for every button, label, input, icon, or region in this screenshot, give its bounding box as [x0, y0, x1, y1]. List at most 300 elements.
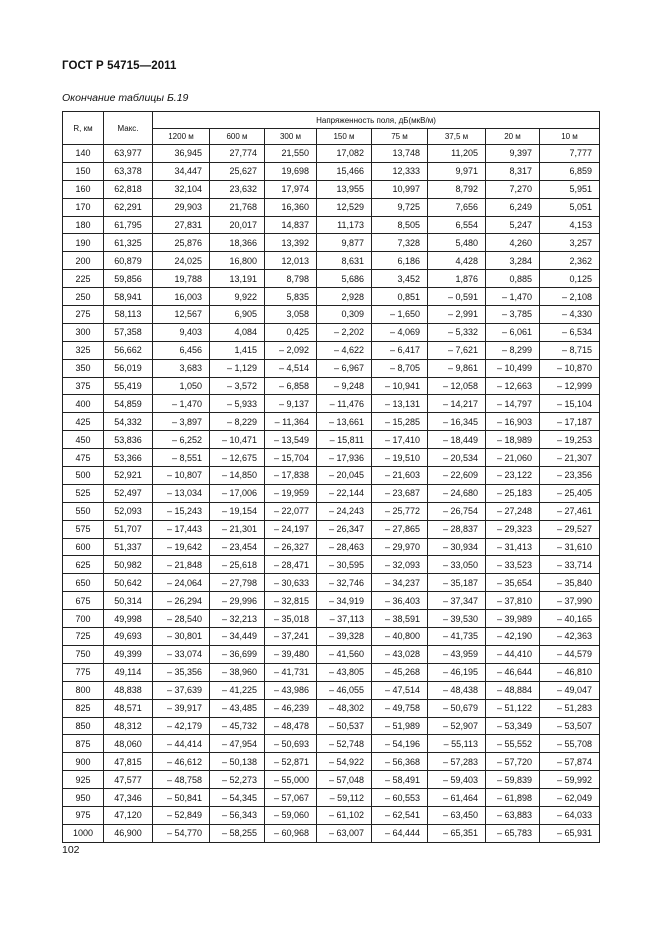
distance-cell: 190 — [63, 234, 104, 252]
field-strength-cell: – 37,347 — [428, 592, 486, 610]
field-strength-cell: – 19,154 — [210, 502, 265, 520]
field-strength-cell: – 50,138 — [210, 753, 265, 771]
field-strength-cell: 17,974 — [265, 180, 317, 198]
field-strength-cell: – 39,530 — [428, 610, 486, 628]
field-strength-cell: – 53,349 — [486, 717, 540, 735]
field-strength-cell: – 29,323 — [486, 520, 540, 538]
field-strength-cell: – 50,679 — [428, 699, 486, 717]
table-row — [63, 377, 600, 395]
field-strength-cell: 6,905 — [210, 306, 265, 324]
field-strength-cell: 4,153 — [540, 216, 600, 234]
field-strength-cell: – 31,610 — [540, 538, 600, 556]
field-strength-cell: – 63,883 — [486, 806, 540, 824]
table-row — [63, 216, 600, 234]
field-strength-cell: – 51,122 — [486, 699, 540, 717]
field-strength-cell: 14,837 — [265, 216, 317, 234]
field-strength-cell: 13,392 — [265, 234, 317, 252]
field-strength-cell: – 35,840 — [540, 574, 600, 592]
field-strength-cell: – 17,187 — [540, 413, 600, 431]
field-strength-cell: 19,698 — [265, 162, 317, 180]
field-strength-cell: – 6,061 — [486, 323, 540, 341]
field-strength-cell: 8,505 — [372, 216, 428, 234]
field-strength-cell: – 11,364 — [265, 413, 317, 431]
table-row — [63, 288, 600, 306]
table-row — [63, 341, 600, 359]
field-strength-cell: 11,173 — [317, 216, 372, 234]
field-strength-cell: 3,257 — [540, 234, 600, 252]
max-value-cell: 56,019 — [104, 359, 153, 377]
field-strength-cell: – 62,541 — [372, 806, 428, 824]
field-strength-cell: – 2,108 — [540, 288, 600, 306]
distance-cell: 650 — [63, 574, 104, 592]
field-strength-cell: – 13,661 — [317, 413, 372, 431]
table-body — [63, 145, 600, 843]
distance-cell: 950 — [63, 789, 104, 807]
field-strength-cell: – 42,190 — [486, 628, 540, 646]
table-row — [63, 753, 600, 771]
field-strength-cell: 9,397 — [486, 145, 540, 163]
field-strength-cell: 16,003 — [153, 288, 210, 306]
max-value-cell: 47,577 — [104, 771, 153, 789]
field-strength-cell: – 17,443 — [153, 520, 210, 538]
field-strength-cell: – 27,865 — [372, 520, 428, 538]
max-value-cell: 49,693 — [104, 628, 153, 646]
distance-cell: 700 — [63, 610, 104, 628]
field-strength-cell: – 28,471 — [265, 556, 317, 574]
table-row — [63, 270, 600, 288]
field-strength-cell: 2,928 — [317, 288, 372, 306]
field-strength-cell: – 3,897 — [153, 413, 210, 431]
table-row — [63, 645, 600, 663]
column-header-height: 1200 м — [153, 129, 210, 145]
field-strength-cell: – 41,731 — [265, 663, 317, 681]
distance-cell: 275 — [63, 306, 104, 324]
field-strength-cell: – 36,403 — [372, 592, 428, 610]
field-strength-cell: 6,456 — [153, 341, 210, 359]
max-value-cell: 63,378 — [104, 162, 153, 180]
field-strength-cell: – 65,783 — [486, 824, 540, 842]
field-strength-cell: – 17,936 — [317, 449, 372, 467]
field-strength-cell: – 65,931 — [540, 824, 600, 842]
field-strength-cell: 15,466 — [317, 162, 372, 180]
distance-cell: 160 — [63, 180, 104, 198]
field-strength-cell: 3,284 — [486, 252, 540, 270]
max-value-cell: 49,114 — [104, 663, 153, 681]
field-strength-cell: 18,366 — [210, 234, 265, 252]
table-row — [63, 413, 600, 431]
field-strength-cell: – 35,018 — [265, 610, 317, 628]
field-strength-cell: – 65,351 — [428, 824, 486, 842]
field-strength-cell: – 56,343 — [210, 806, 265, 824]
distance-cell: 180 — [63, 216, 104, 234]
field-strength-cell: 6,249 — [486, 198, 540, 216]
field-strength-cell: 3,058 — [265, 306, 317, 324]
field-strength-cell: 34,447 — [153, 162, 210, 180]
field-strength-cell: 9,877 — [317, 234, 372, 252]
distance-cell: 425 — [63, 413, 104, 431]
field-strength-cell: – 59,112 — [317, 789, 372, 807]
field-strength-cell: – 10,471 — [210, 431, 265, 449]
field-strength-cell: – 41,735 — [428, 628, 486, 646]
field-strength-cell: – 13,131 — [372, 395, 428, 413]
max-value-cell: 58,941 — [104, 288, 153, 306]
field-strength-cell: – 1,129 — [210, 359, 265, 377]
max-value-cell: 54,859 — [104, 395, 153, 413]
field-strength-cell: – 22,609 — [428, 467, 486, 485]
field-strength-cell: 7,656 — [428, 198, 486, 216]
max-value-cell: 62,818 — [104, 180, 153, 198]
field-strength-cell: – 25,405 — [540, 484, 600, 502]
field-strength-cell: – 58,255 — [210, 824, 265, 842]
field-strength-cell: – 52,907 — [428, 717, 486, 735]
table-row — [63, 789, 600, 807]
table-row — [63, 699, 600, 717]
table-row — [63, 449, 600, 467]
table-row — [63, 574, 600, 592]
field-strength-cell: – 19,510 — [372, 449, 428, 467]
field-strength-cell: – 59,403 — [428, 771, 486, 789]
max-value-cell: 49,998 — [104, 610, 153, 628]
distance-cell: 250 — [63, 288, 104, 306]
max-value-cell: 61,795 — [104, 216, 153, 234]
max-value-cell: 51,337 — [104, 538, 153, 556]
field-strength-cell: 8,317 — [486, 162, 540, 180]
max-value-cell: 47,815 — [104, 753, 153, 771]
field-strength-table — [62, 111, 600, 843]
max-value-cell: 53,366 — [104, 449, 153, 467]
table-header — [63, 112, 600, 145]
field-strength-cell: 16,800 — [210, 252, 265, 270]
distance-cell: 375 — [63, 377, 104, 395]
field-strength-cell: – 11,476 — [317, 395, 372, 413]
max-value-cell: 53,836 — [104, 431, 153, 449]
field-strength-cell: – 37,241 — [265, 628, 317, 646]
field-strength-cell: – 52,849 — [153, 806, 210, 824]
field-strength-cell: – 55,708 — [540, 735, 600, 753]
field-strength-cell: – 15,704 — [265, 449, 317, 467]
table-row — [63, 502, 600, 520]
field-strength-cell: – 10,941 — [372, 377, 428, 395]
distance-cell: 140 — [63, 145, 104, 163]
field-strength-cell: – 6,417 — [372, 341, 428, 359]
field-strength-cell: 6,186 — [372, 252, 428, 270]
field-strength-cell: – 15,243 — [153, 502, 210, 520]
field-strength-cell: – 9,248 — [317, 377, 372, 395]
field-strength-cell: – 48,438 — [428, 681, 486, 699]
max-value-cell: 50,982 — [104, 556, 153, 574]
column-header-height: 300 м — [265, 129, 317, 145]
field-strength-cell: – 27,798 — [210, 574, 265, 592]
max-value-cell: 54,332 — [104, 413, 153, 431]
field-strength-cell: – 39,917 — [153, 699, 210, 717]
table-row — [63, 145, 600, 163]
field-strength-cell: – 10,870 — [540, 359, 600, 377]
table-row — [63, 663, 600, 681]
field-strength-cell: – 48,478 — [265, 717, 317, 735]
field-strength-cell: – 52,871 — [265, 753, 317, 771]
field-strength-cell: – 38,591 — [372, 610, 428, 628]
field-strength-cell: – 54,345 — [210, 789, 265, 807]
column-header-height: 75 м — [372, 129, 428, 145]
field-strength-cell: – 32,746 — [317, 574, 372, 592]
field-strength-cell: 16,360 — [265, 198, 317, 216]
table-row — [63, 234, 600, 252]
field-strength-cell: – 3,572 — [210, 377, 265, 395]
field-strength-cell: 25,876 — [153, 234, 210, 252]
field-strength-cell: – 46,195 — [428, 663, 486, 681]
field-strength-cell: – 6,967 — [317, 359, 372, 377]
field-strength-cell: – 4,330 — [540, 306, 600, 324]
distance-cell: 975 — [63, 806, 104, 824]
field-strength-cell: – 40,165 — [540, 610, 600, 628]
field-strength-cell: – 33,714 — [540, 556, 600, 574]
field-strength-cell: – 63,007 — [317, 824, 372, 842]
distance-cell: 225 — [63, 270, 104, 288]
field-strength-cell: – 50,841 — [153, 789, 210, 807]
table-row — [63, 556, 600, 574]
field-strength-cell: 5,835 — [265, 288, 317, 306]
field-strength-cell: – 57,720 — [486, 753, 540, 771]
field-strength-cell: – 43,959 — [428, 645, 486, 663]
field-strength-cell: – 60,553 — [372, 789, 428, 807]
max-value-cell: 50,642 — [104, 574, 153, 592]
field-strength-cell: – 54,196 — [372, 735, 428, 753]
field-strength-cell: – 23,356 — [540, 467, 600, 485]
max-value-cell: 52,093 — [104, 502, 153, 520]
table-row — [63, 520, 600, 538]
distance-cell: 400 — [63, 395, 104, 413]
field-strength-cell: – 6,858 — [265, 377, 317, 395]
field-strength-cell: – 21,603 — [372, 467, 428, 485]
field-strength-cell: 11,205 — [428, 145, 486, 163]
field-strength-cell: – 21,301 — [210, 520, 265, 538]
field-strength-cell: – 39,480 — [265, 645, 317, 663]
field-strength-cell: – 62,049 — [540, 789, 600, 807]
field-strength-cell: – 41,560 — [317, 645, 372, 663]
field-strength-cell: 9,403 — [153, 323, 210, 341]
field-strength-cell: – 25,772 — [372, 502, 428, 520]
field-strength-cell: – 37,639 — [153, 681, 210, 699]
field-strength-cell: 19,788 — [153, 270, 210, 288]
field-strength-cell: 5,951 — [540, 180, 600, 198]
field-strength-cell: 6,554 — [428, 216, 486, 234]
field-strength-cell: – 52,273 — [210, 771, 265, 789]
max-value-cell: 48,060 — [104, 735, 153, 753]
field-strength-cell: – 48,758 — [153, 771, 210, 789]
distance-cell: 750 — [63, 645, 104, 663]
field-strength-cell: – 12,675 — [210, 449, 265, 467]
table-row — [63, 717, 600, 735]
field-strength-cell: 0,309 — [317, 306, 372, 324]
field-strength-cell: 9,922 — [210, 288, 265, 306]
field-strength-cell: – 45,268 — [372, 663, 428, 681]
field-strength-cell: – 1,470 — [486, 288, 540, 306]
max-value-cell: 59,856 — [104, 270, 153, 288]
field-strength-cell: – 30,595 — [317, 556, 372, 574]
field-strength-cell: – 55,552 — [486, 735, 540, 753]
field-strength-cell: – 28,463 — [317, 538, 372, 556]
field-strength-cell: – 50,537 — [317, 717, 372, 735]
field-strength-cell: – 19,959 — [265, 484, 317, 502]
field-strength-cell: – 21,848 — [153, 556, 210, 574]
field-strength-cell: – 1,650 — [372, 306, 428, 324]
field-strength-cell: – 30,934 — [428, 538, 486, 556]
table-row — [63, 824, 600, 842]
field-strength-cell: – 9,861 — [428, 359, 486, 377]
field-strength-cell: 3,683 — [153, 359, 210, 377]
field-strength-cell: 7,777 — [540, 145, 600, 163]
field-strength-cell: – 24,064 — [153, 574, 210, 592]
field-strength-cell: – 43,028 — [372, 645, 428, 663]
field-strength-cell: – 46,810 — [540, 663, 600, 681]
field-strength-cell: – 4,622 — [317, 341, 372, 359]
field-strength-cell: 12,567 — [153, 306, 210, 324]
field-strength-cell: – 13,034 — [153, 484, 210, 502]
field-strength-cell: 6,859 — [540, 162, 600, 180]
field-strength-cell: – 57,283 — [428, 753, 486, 771]
field-strength-cell: – 3,785 — [486, 306, 540, 324]
field-strength-cell: 2,362 — [540, 252, 600, 270]
field-strength-cell: – 33,050 — [428, 556, 486, 574]
field-strength-cell: – 22,144 — [317, 484, 372, 502]
field-strength-cell: – 39,328 — [317, 628, 372, 646]
field-strength-cell: – 17,410 — [372, 431, 428, 449]
field-strength-cell: – 27,461 — [540, 502, 600, 520]
field-strength-cell: – 21,060 — [486, 449, 540, 467]
page-number: 102 — [62, 844, 80, 856]
field-strength-cell: – 35,187 — [428, 574, 486, 592]
field-strength-cell: – 0,591 — [428, 288, 486, 306]
max-value-cell: 48,312 — [104, 717, 153, 735]
field-strength-cell: – 2,991 — [428, 306, 486, 324]
column-header-height: 10 м — [540, 129, 600, 145]
distance-cell: 725 — [63, 628, 104, 646]
field-strength-cell: – 39,989 — [486, 610, 540, 628]
field-strength-cell: – 16,903 — [486, 413, 540, 431]
table-row — [63, 306, 600, 324]
field-strength-cell: – 32,815 — [265, 592, 317, 610]
field-strength-cell: – 51,283 — [540, 699, 600, 717]
field-strength-cell: – 48,302 — [317, 699, 372, 717]
field-strength-cell: – 28,837 — [428, 520, 486, 538]
field-strength-cell: – 37,990 — [540, 592, 600, 610]
column-group-header-field-strength: Напряженность поля, дБ(мкВ/м) — [153, 112, 600, 129]
field-strength-cell: – 12,999 — [540, 377, 600, 395]
field-strength-cell: – 5,933 — [210, 395, 265, 413]
distance-cell: 800 — [63, 681, 104, 699]
field-strength-cell: – 18,449 — [428, 431, 486, 449]
field-strength-cell: 29,903 — [153, 198, 210, 216]
distance-cell: 900 — [63, 753, 104, 771]
distance-cell: 1000 — [63, 824, 104, 842]
distance-cell: 500 — [63, 467, 104, 485]
field-strength-cell: – 58,491 — [372, 771, 428, 789]
field-strength-cell: – 16,345 — [428, 413, 486, 431]
field-strength-cell: – 34,449 — [210, 628, 265, 646]
field-strength-cell: – 15,104 — [540, 395, 600, 413]
field-strength-cell: – 63,450 — [428, 806, 486, 824]
field-strength-cell: – 54,770 — [153, 824, 210, 842]
field-strength-cell: – 34,919 — [317, 592, 372, 610]
distance-cell: 550 — [63, 502, 104, 520]
max-value-cell: 48,571 — [104, 699, 153, 717]
field-strength-cell: – 40,800 — [372, 628, 428, 646]
field-strength-cell: – 38,960 — [210, 663, 265, 681]
field-strength-cell: 20,017 — [210, 216, 265, 234]
field-strength-cell: 9,725 — [372, 198, 428, 216]
field-strength-cell: – 20,534 — [428, 449, 486, 467]
field-strength-cell: – 14,797 — [486, 395, 540, 413]
distance-cell: 200 — [63, 252, 104, 270]
field-strength-cell: – 42,179 — [153, 717, 210, 735]
field-strength-cell: – 23,687 — [372, 484, 428, 502]
table-row — [63, 180, 600, 198]
field-strength-cell: – 10,807 — [153, 467, 210, 485]
field-strength-cell: 9,971 — [428, 162, 486, 180]
field-strength-cell: 24,025 — [153, 252, 210, 270]
field-strength-cell: 10,997 — [372, 180, 428, 198]
field-strength-cell: 4,428 — [428, 252, 486, 270]
field-strength-cell: – 26,754 — [428, 502, 486, 520]
max-value-cell: 47,120 — [104, 806, 153, 824]
field-strength-cell: 1,050 — [153, 377, 210, 395]
field-strength-cell: – 6,252 — [153, 431, 210, 449]
field-strength-cell: – 22,077 — [265, 502, 317, 520]
table-row — [63, 628, 600, 646]
field-strength-cell: – 54,922 — [317, 753, 372, 771]
field-strength-cell: – 13,549 — [265, 431, 317, 449]
field-strength-cell: – 51,989 — [372, 717, 428, 735]
field-strength-cell: 8,798 — [265, 270, 317, 288]
field-strength-cell: – 30,801 — [153, 628, 210, 646]
field-strength-cell: – 44,579 — [540, 645, 600, 663]
field-strength-cell: 21,550 — [265, 145, 317, 163]
field-strength-cell: – 28,540 — [153, 610, 210, 628]
distance-cell: 170 — [63, 198, 104, 216]
max-value-cell: 52,497 — [104, 484, 153, 502]
table-row — [63, 538, 600, 556]
field-strength-cell: – 36,699 — [210, 645, 265, 663]
distance-cell: 300 — [63, 323, 104, 341]
field-strength-cell: – 46,644 — [486, 663, 540, 681]
field-strength-cell: – 17,838 — [265, 467, 317, 485]
table-row — [63, 162, 600, 180]
distance-cell: 450 — [63, 431, 104, 449]
distance-cell: 600 — [63, 538, 104, 556]
field-strength-cell: – 61,898 — [486, 789, 540, 807]
field-strength-cell: 1,415 — [210, 341, 265, 359]
field-strength-cell: – 48,884 — [486, 681, 540, 699]
field-strength-cell: 0,885 — [486, 270, 540, 288]
max-value-cell: 56,662 — [104, 341, 153, 359]
field-strength-cell: 17,082 — [317, 145, 372, 163]
field-strength-cell: – 24,680 — [428, 484, 486, 502]
field-strength-cell: 0,125 — [540, 270, 600, 288]
field-strength-cell: – 49,758 — [372, 699, 428, 717]
field-strength-cell: 5,051 — [540, 198, 600, 216]
field-strength-cell: 4,084 — [210, 323, 265, 341]
max-value-cell: 62,291 — [104, 198, 153, 216]
field-strength-cell: – 59,839 — [486, 771, 540, 789]
field-strength-cell: – 56,368 — [372, 753, 428, 771]
column-header-height: 20 м — [486, 129, 540, 145]
field-strength-cell: – 50,693 — [265, 735, 317, 753]
field-strength-cell: – 9,137 — [265, 395, 317, 413]
table-row — [63, 323, 600, 341]
field-strength-cell: – 61,464 — [428, 789, 486, 807]
field-strength-cell: – 5,332 — [428, 323, 486, 341]
field-strength-cell: 5,480 — [428, 234, 486, 252]
